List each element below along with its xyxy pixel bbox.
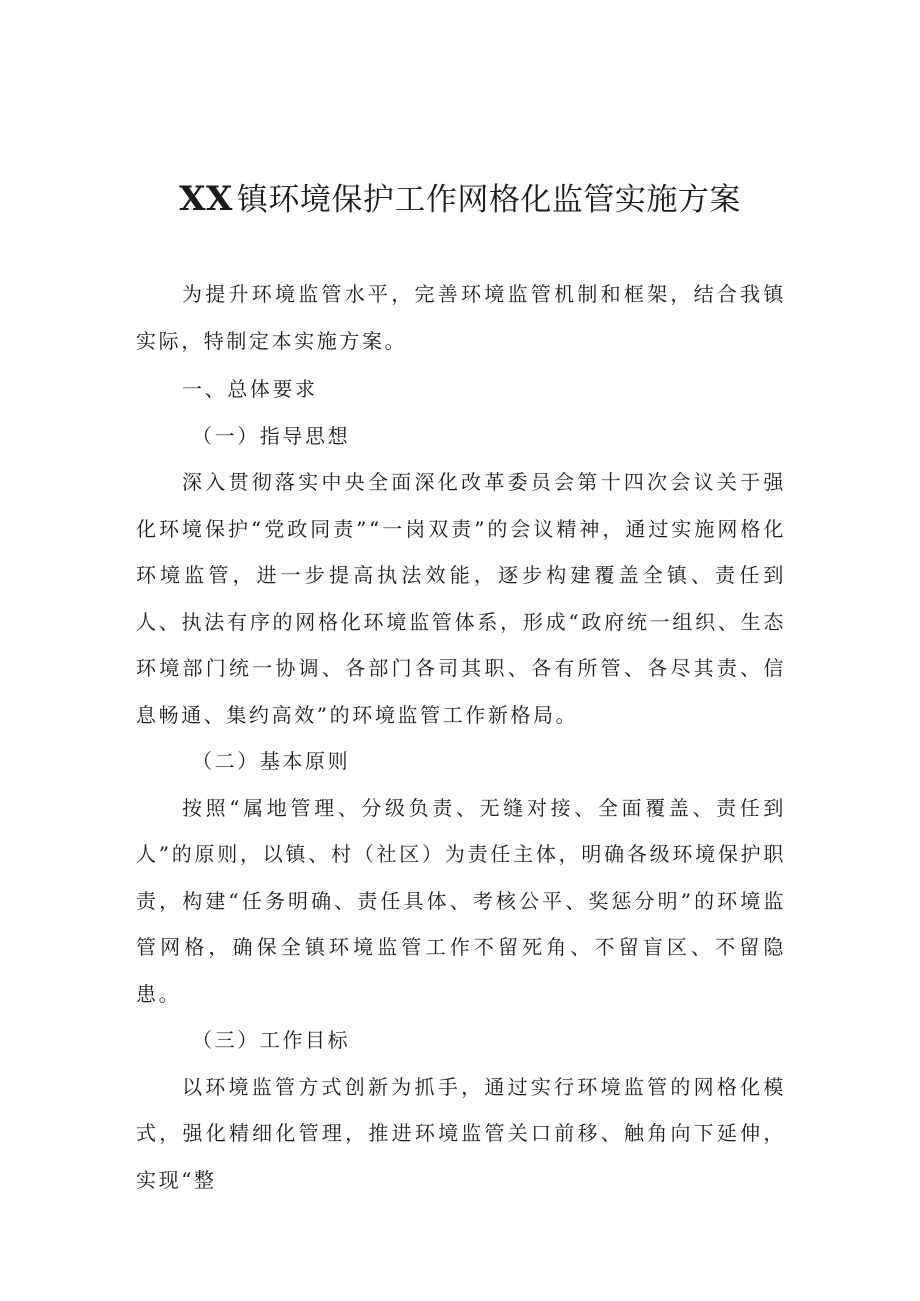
work-goals-paragraph: 以环境监管方式创新为抓手，通过实行环境监管的网格化模式，强化精细化管理，推进环境监管关口前移、触角向下延伸，实现“整: [136, 1074, 786, 1192]
document-title: [0, 174, 920, 225]
title-prefix: XX: [179, 179, 233, 219]
basic-principles-paragraph: 按照“属地管理、分级负责、无缝对接、全面覆盖、责任到人”的原则，以镇、村（社区）为责任主体，明确各级环境保护职责，构建“任务明确、责任具体、考核公平、奖惩分明”的环境监管网格，确保全镇环境监管工作不留死角、不留盲区、不留隐患。: [136, 795, 786, 1006]
intro-paragraph: 为提升环境监管水平，完善环境监管机制和框架，结合我镇实际，特制定本实施方案。: [136, 282, 786, 353]
subsection-heading-basic-principles: （二）基本原则: [192, 749, 351, 773]
subsection-heading-work-goals: （三）工作目标: [192, 1028, 351, 1052]
title-text: 镇环境保护工作网格化监管实施方案: [236, 182, 741, 218]
section-heading-general-requirements: 一、总体要求: [182, 377, 318, 401]
document-body: [136, 271, 786, 1203]
guiding-ideology-paragraph: 深入贯彻落实中央全面深化改革委员会第十四次会议关于强化环境保护“党政同责”“一岗双责”的会议精神，通过实施网格化环境监管，进一步提高执法效能，逐步构建覆盖全镇、责任到人、执法有序的网格化环境监管体系，形成“政府统一组织、生态环境部门统一协调、各部门各司其职、各有所管、各尽其责、信息畅通、集约高效”的环境监管工作新格局。: [136, 470, 786, 727]
subsection-heading-guiding-ideology: （一）指导思想: [192, 423, 351, 448]
